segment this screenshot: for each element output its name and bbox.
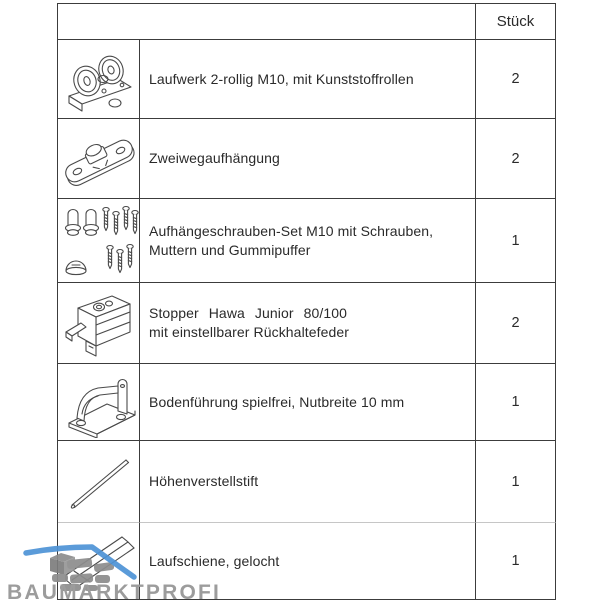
product-description: Aufhängeschrauben-Set M10 mit Schrauben, Muttern und Gummipuffer — [140, 199, 476, 283]
quantity-value: 2 — [476, 40, 556, 119]
floor-guide-icon — [60, 366, 138, 438]
quantity-column-header: Stück — [476, 4, 556, 40]
suspension-plate-icon — [60, 123, 138, 195]
product-image-cell — [58, 283, 140, 364]
quantity-value: 2 — [476, 119, 556, 199]
quantity-value: 2 — [476, 283, 556, 364]
table-row — [58, 283, 556, 364]
table-row — [58, 364, 556, 441]
quantity-value: 1 — [476, 199, 556, 283]
quantity-value: 1 — [476, 523, 556, 600]
product-image-cell — [58, 199, 140, 283]
table-header-row — [58, 4, 556, 40]
product-description: Laufwerk 2-rollig M10, mit Kunststoffrollen — [140, 40, 476, 119]
screw-set-icon — [59, 203, 139, 279]
table-row — [58, 199, 556, 283]
product-image-cell — [58, 40, 140, 119]
table-row — [58, 441, 556, 523]
product-description: Stopper Hawa Junior 80/100 mit einstellbarer Rückhaltefeder — [140, 283, 476, 364]
product-image-cell — [58, 441, 140, 523]
product-description: Laufschiene, gelocht — [140, 523, 476, 600]
product-description: Zweiwegaufhängung — [140, 119, 476, 199]
table-row — [58, 40, 556, 119]
stopper-icon — [60, 286, 138, 360]
product-image-cell — [58, 364, 140, 441]
header-empty-cell — [58, 4, 476, 40]
table-row — [58, 119, 556, 199]
brand-text: BAUMARKTPROFI — [7, 581, 222, 600]
quantity-value: 1 — [476, 364, 556, 441]
adjustment-pin-icon — [60, 447, 138, 517]
product-image-cell — [58, 119, 140, 199]
product-description: Bodenführung spielfrei, Nutbreite 10 mm — [140, 364, 476, 441]
parts-table — [57, 3, 556, 600]
quantity-value: 1 — [476, 441, 556, 523]
roller-trolley-icon — [60, 43, 138, 115]
product-description: Höhenverstellstift — [140, 441, 476, 523]
